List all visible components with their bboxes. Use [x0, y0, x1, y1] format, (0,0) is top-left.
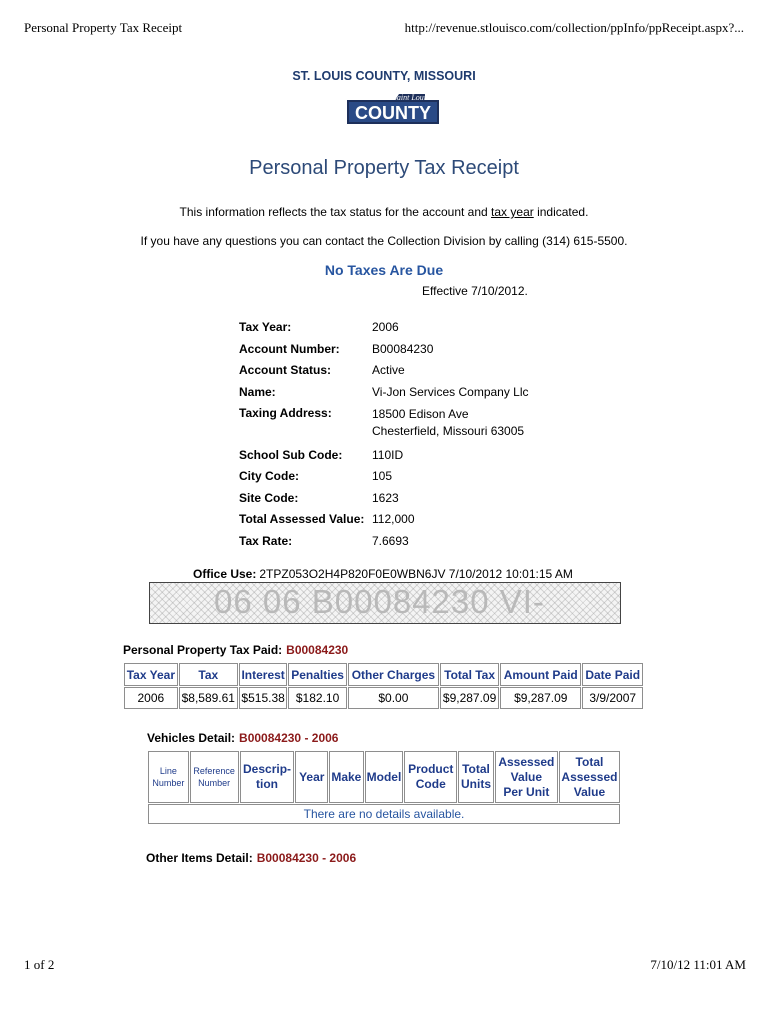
col-year: Year: [295, 751, 328, 803]
tax-paid-table: [123, 662, 644, 710]
detail-value: 105: [372, 469, 393, 483]
detail-city-code: [239, 469, 599, 483]
detail-label: Taxing Address:: [239, 406, 332, 420]
print-header-title: Personal Property Tax Receipt: [24, 20, 183, 35]
account-details: [239, 320, 599, 555]
col-interest: Interest: [239, 663, 287, 686]
detail-value: 112,000: [372, 512, 415, 526]
table-row: [148, 804, 620, 824]
table-header-row: [124, 663, 643, 686]
vehicles-table: [147, 750, 621, 825]
detail-total-assessed-value: [239, 512, 599, 526]
detail-label: Tax Year:: [239, 320, 292, 334]
detail-tax-rate: [239, 534, 599, 548]
col-total-assessed-value: Total Assessed Value: [559, 751, 620, 803]
detail-name: [239, 385, 599, 399]
detail-label: Tax Rate:: [239, 533, 293, 548]
col-reference-number: Reference Number: [190, 751, 239, 803]
col-total-tax: Total Tax: [440, 663, 499, 686]
vehicles-detail-heading: [147, 731, 338, 745]
info-line-1-before: This information reflects the tax status for the account and: [179, 205, 492, 219]
address-line-2: Chesterfield, Missouri 63005: [372, 424, 525, 438]
col-line-number: Line Number: [148, 751, 189, 803]
col-assessed-value-per-unit: Assessed Value Per Unit: [495, 751, 558, 803]
cell-penalties: $182.10: [288, 687, 346, 709]
logo-top-text: Saint Louis: [392, 93, 430, 102]
detail-label: Total Assessed Value:: [239, 512, 365, 526]
office-use: [193, 567, 573, 581]
cell-tax: $8,589.61: [179, 687, 238, 709]
print-footer-datetime: 7/10/12 11:01 AM: [650, 957, 746, 972]
detail-site-code: [239, 491, 599, 505]
detail-label: City Code:: [239, 469, 299, 483]
info-line-1-after: indicated.: [533, 205, 589, 219]
col-description: Descrip- tion: [240, 751, 295, 803]
detail-value: 1623: [372, 490, 399, 505]
col-date-paid: Date Paid: [582, 663, 643, 686]
col-product-code: Product Code: [404, 751, 457, 803]
detail-value: [372, 406, 599, 440]
col-tax: Tax: [179, 663, 238, 686]
barcode-box: [149, 582, 621, 624]
office-use-value: 2TPZ053O2H4P820F0E0WBN6JV 7/10/2012 10:01:15 AM: [259, 567, 573, 581]
county-logo: [345, 90, 441, 126]
vehicles-label: Vehicles Detail:: [147, 731, 236, 745]
detail-account-number: [239, 342, 599, 356]
detail-taxing-address: [239, 406, 599, 440]
tax-paid-heading: [123, 643, 348, 657]
detail-label: School Sub Code:: [239, 447, 343, 462]
tax-status-headline: No Taxes Are Due: [324, 262, 444, 278]
col-tax-year: Tax Year: [124, 663, 178, 686]
tax-year-link[interactable]: tax year: [491, 205, 534, 219]
cell-date-paid: 3/9/2007: [582, 687, 643, 709]
county-heading: ST. LOUIS COUNTY, MISSOURI: [292, 69, 476, 83]
detail-label: Name:: [239, 384, 276, 399]
cell-tax-year: 2006: [124, 687, 178, 709]
no-details-message: There are no details available.: [148, 804, 620, 824]
detail-account-status: [239, 363, 599, 377]
cell-total-tax: $9,287.09: [440, 687, 499, 709]
detail-value: Active: [372, 363, 405, 377]
detail-tax-year: [239, 320, 599, 334]
other-items-label: Other Items Detail:: [146, 851, 253, 865]
col-model: Model: [365, 751, 404, 803]
detail-label: Site Code:: [239, 490, 299, 505]
vehicles-ref: B00084230 - 2006: [239, 731, 339, 745]
barcode-text: 06 06 B00084230 VI-: [214, 583, 545, 620]
detail-value: 110ID: [372, 447, 404, 462]
effective-date: Effective 7/10/2012.: [422, 284, 528, 298]
cell-other-charges: $0.00: [348, 687, 439, 709]
col-total-units: Total Units: [458, 751, 494, 803]
address-line-1: 18500 Edison Ave: [372, 407, 469, 421]
office-use-label: Office Use:: [193, 567, 257, 581]
cell-amount-paid: $9,287.09: [500, 687, 581, 709]
info-line-2: If you have any questions you can contact the Collection Division by calling (314) 615-5500.: [140, 234, 628, 248]
detail-value: 7.6693: [372, 533, 409, 548]
print-header-url: http://revenue.stlouisco.com/collection/ppInfo/ppReceipt.aspx?...: [404, 20, 744, 35]
detail-value: Vi-Jon Services Company Llc: [372, 384, 529, 399]
logo-main-text: COUNTY: [355, 103, 431, 123]
tax-paid-ref: B00084230: [286, 643, 349, 657]
table-header-row: [148, 751, 620, 803]
col-amount-paid: Amount Paid: [500, 663, 581, 686]
other-items-ref: B00084230 - 2006: [256, 851, 357, 865]
detail-value: 2006: [372, 320, 399, 334]
col-other-charges: Other Charges: [348, 663, 439, 686]
detail-label: Account Number:: [239, 341, 340, 356]
tax-paid-label: Personal Property Tax Paid:: [123, 643, 283, 657]
table-row: [124, 687, 643, 709]
col-make: Make: [329, 751, 364, 803]
cell-interest: $515.38: [239, 687, 287, 709]
info-line-1: [0, 205, 768, 219]
detail-value: B00084230: [372, 341, 434, 356]
page-title: Personal Property Tax Receipt: [249, 157, 519, 179]
print-footer-page: 1 of 2: [24, 957, 55, 972]
detail-school-sub-code: [239, 448, 599, 462]
other-items-heading: [146, 851, 356, 865]
detail-label: Account Status:: [239, 363, 332, 377]
col-penalties: Penalties: [288, 663, 346, 686]
